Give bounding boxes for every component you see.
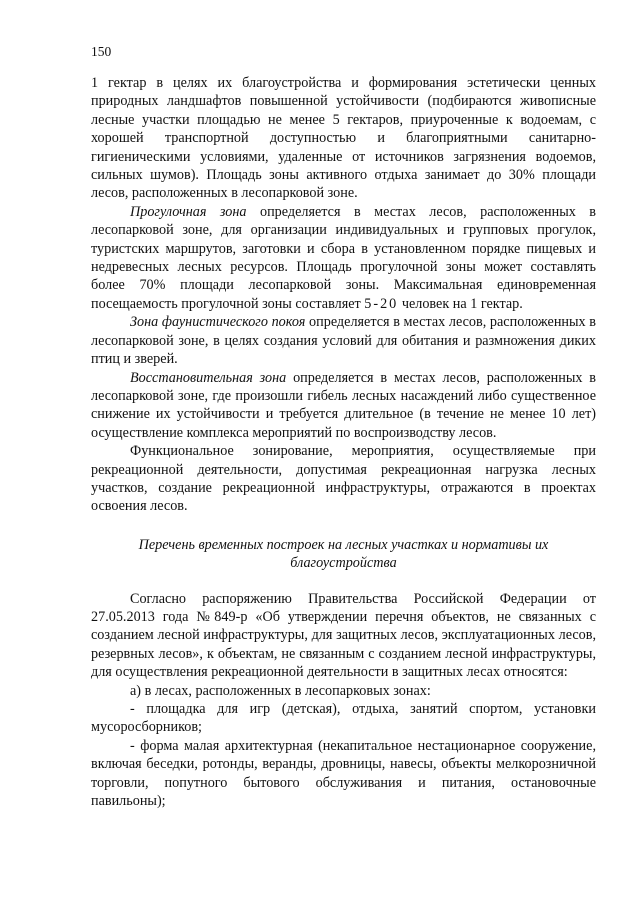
paragraph-text: определяется в местах лесов, расположенных в лесопарковой зоне, для организации индивидуальных и групповых прогулок, туристских маршрутов, заготовки и сбора в установленном порядке пищевых и недревесных лесных ресурсов. Площадь прогулочной зоны может составлять более 70% площади лесопарковой зоны. Максимальная единовременная посещаемость прогулочной зоны составляет xyxy=(91,203,596,312)
paragraph-walking-zone xyxy=(91,203,596,313)
paragraph-functional-zoning xyxy=(91,442,596,516)
list-item: а) в лесах, расположенных в лесопарковых зонах: xyxy=(130,682,431,699)
page-number: 150 xyxy=(91,44,112,59)
paragraph-text: 1 гектар в целях их благоустройства и формирования эстетически ценных природных ландшафтов повышенной устойчивости (подбираются живописные лесные участки площадью не менее 5 гектаров, приуроченные к водоемам, с хорошей транспортной доступностью и благоприятными санитарно-гигиеническими условиями, удаленные от источников загрязнения водоемов, сильных шумов). Площадь зоны активного отдыха занимает до 30% площади лесов, расположенных в лесопарковой зоне. xyxy=(91,75,596,202)
section-heading: Перечень временных построек на лесных участках и нормативы их благоустройства xyxy=(138,536,549,572)
paragraph-fauna-zone xyxy=(91,313,596,368)
zone-term: Зона фаунистического покоя xyxy=(130,314,306,331)
paragraph-text: определяется в местах лесов, расположенных в лесопарковой зоне, где произошли гибель лесных насаждений либо существенное снижение их устойчивости и требуется длительное (в течение не менее 10 лет) осуществление комплекса мероприятий по воспроизводству лесов. xyxy=(91,369,596,441)
document-body xyxy=(91,74,596,810)
list-item: - форма малая архитектурная (некапитальное нестационарное сооружение, включая беседки, ротонды, веранды, дровницы, навесы, объекты мелкорозничной торговли, попутного бытового обслуживания и питания, остановочные павильоны); xyxy=(91,737,596,810)
list-item: - площадка для игр (детская), отдыха, занятий спортом, установки мусоросборников; xyxy=(91,701,596,736)
attendance-range: 5-20 xyxy=(364,295,399,312)
zone-term: Восстановительная зона xyxy=(130,369,287,386)
paragraph-decree: Согласно распоряжению Правительства Российской Федерации от 27.05.2013 года №849-р «Об утверждении перечня объектов, не связанных с созданием лесной инфраструктуры, для защитных лесов, эксплуатационных лесов, резервных лесов», к объектам, не связанным с созданием лесной инфраструктуры, для осуществления рекреационной деятельности в защитных лесах относятся: xyxy=(91,590,596,681)
paragraph-restoration-zone xyxy=(91,369,596,443)
zone-term: Прогулочная зона xyxy=(130,203,247,220)
paragraph-text: Функциональное зонирование, мероприятия, осуществляемые при рекреационной деятельности, допустимая рекреационная нагрузка лесных участков, создание рекреационной инфраструктуры, отражаются в проектах освоения лесов. xyxy=(91,443,596,515)
paragraph-text: определяется в местах лесов, расположенных в лесопарковой зоне, в целях создания условий для обитания и размножения диких птиц и зверей. xyxy=(91,314,596,368)
paragraph-active-rest-continued xyxy=(91,74,596,203)
paragraph-text-after: человек на 1 гектар. xyxy=(398,295,523,312)
